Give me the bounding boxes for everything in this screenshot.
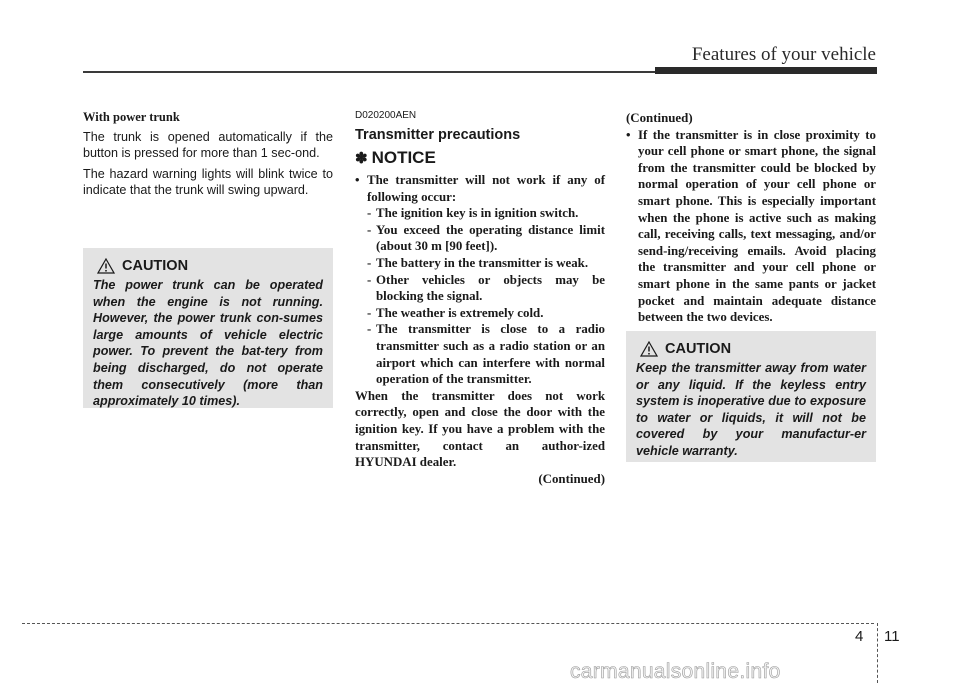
watermark: carmanualsonline.info xyxy=(570,660,781,683)
bullet-text: The transmitter will not work if any of following occur: xyxy=(367,173,605,204)
bullet-marker: • xyxy=(626,127,631,142)
list-item: - The battery in the transmitter is weak. xyxy=(367,255,589,270)
chapter-number: 4 xyxy=(855,628,864,645)
notice-asterisk-icon: ✽ xyxy=(355,150,368,167)
bullet-text: If the transmitter is in close proximity to your cell phone or smart phone, the signal from the transmitter could be blocked by normal operation of your cell phone or smart phone. This is especially important when the phone is active such as making call, receiving calls, text messaging, and/or send-ing/receiving emails. Avoid placing the transmitter and your cell phone or smart phone in the same pants or jacket pocket and maintain adequate distance between the two devices. xyxy=(638,127,876,325)
list-item: - Other vehicles or objects may be blocking the signal. xyxy=(367,272,605,304)
paragraph: The trunk is opened automatically if the button is pressed for more than 1 sec-ond. xyxy=(83,130,333,161)
paragraph: When the transmitter does not work correctly, open and close the door with the ignition key. If you have a problem with the transmitter, contact an author-ized HYUNDAI dealer. xyxy=(355,388,605,470)
header-rule-bold xyxy=(655,67,877,74)
column-3 xyxy=(626,110,876,326)
caution-box xyxy=(626,331,876,462)
list-item: - The weather is extremely cold. xyxy=(367,305,544,320)
column-1 xyxy=(83,110,333,203)
list-item: - You exceed the operating distance limit (about 30 m [90 feet]). xyxy=(367,222,605,254)
notice-bullet xyxy=(626,127,876,326)
notice-header xyxy=(355,148,605,168)
section-heading: With power trunk xyxy=(83,110,180,124)
caution-text: Keep the transmitter away from water or any liquid. If the keyless entry system is inoperative due to exposure to water or liquids, it will not be covered by your manufactur-er vehicle warranty. xyxy=(636,361,866,458)
header-rule xyxy=(83,71,655,73)
warning-triangle-icon xyxy=(97,258,115,274)
footer-divider xyxy=(877,623,878,683)
list-item: - The ignition key is in ignition switch. xyxy=(367,206,579,221)
continued-label: (Continued) xyxy=(538,471,605,486)
section-title: Transmitter precautions xyxy=(355,127,521,143)
list-item: - The transmitter is close to a radio transmitter such as a radio station or an airport which can interfere with normal operation of the transmitter. xyxy=(367,322,605,387)
caution-text: The power trunk can be operated when the engine is not running. However, the power trunk con-sumes large amounts of vehicle electric power. To prevent the bat-tery from being discharged, do not operate them consecutively (more than approximately 10 times). xyxy=(93,278,323,409)
footer-rule xyxy=(22,623,874,624)
page-number: 11 xyxy=(884,628,900,645)
column-2 xyxy=(355,110,605,487)
conditions-list xyxy=(367,205,605,388)
notice-bullet xyxy=(355,172,605,205)
continued-label: (Continued) xyxy=(626,111,693,125)
caution-box xyxy=(83,248,333,408)
section-code: D020200AEN xyxy=(355,110,417,121)
caution-label: CAUTION xyxy=(665,341,732,357)
notice-label: NOTICE xyxy=(371,148,436,167)
warning-triangle-icon xyxy=(640,341,658,357)
caution-header xyxy=(636,341,866,357)
header-title: Features of your vehicle xyxy=(691,44,876,65)
caution-label: CAUTION xyxy=(122,258,189,274)
paragraph: The hazard warning lights will blink twice to indicate that the trunk will swing upward. xyxy=(83,166,333,198)
bullet-marker: • xyxy=(355,173,360,187)
caution-header xyxy=(93,258,323,274)
